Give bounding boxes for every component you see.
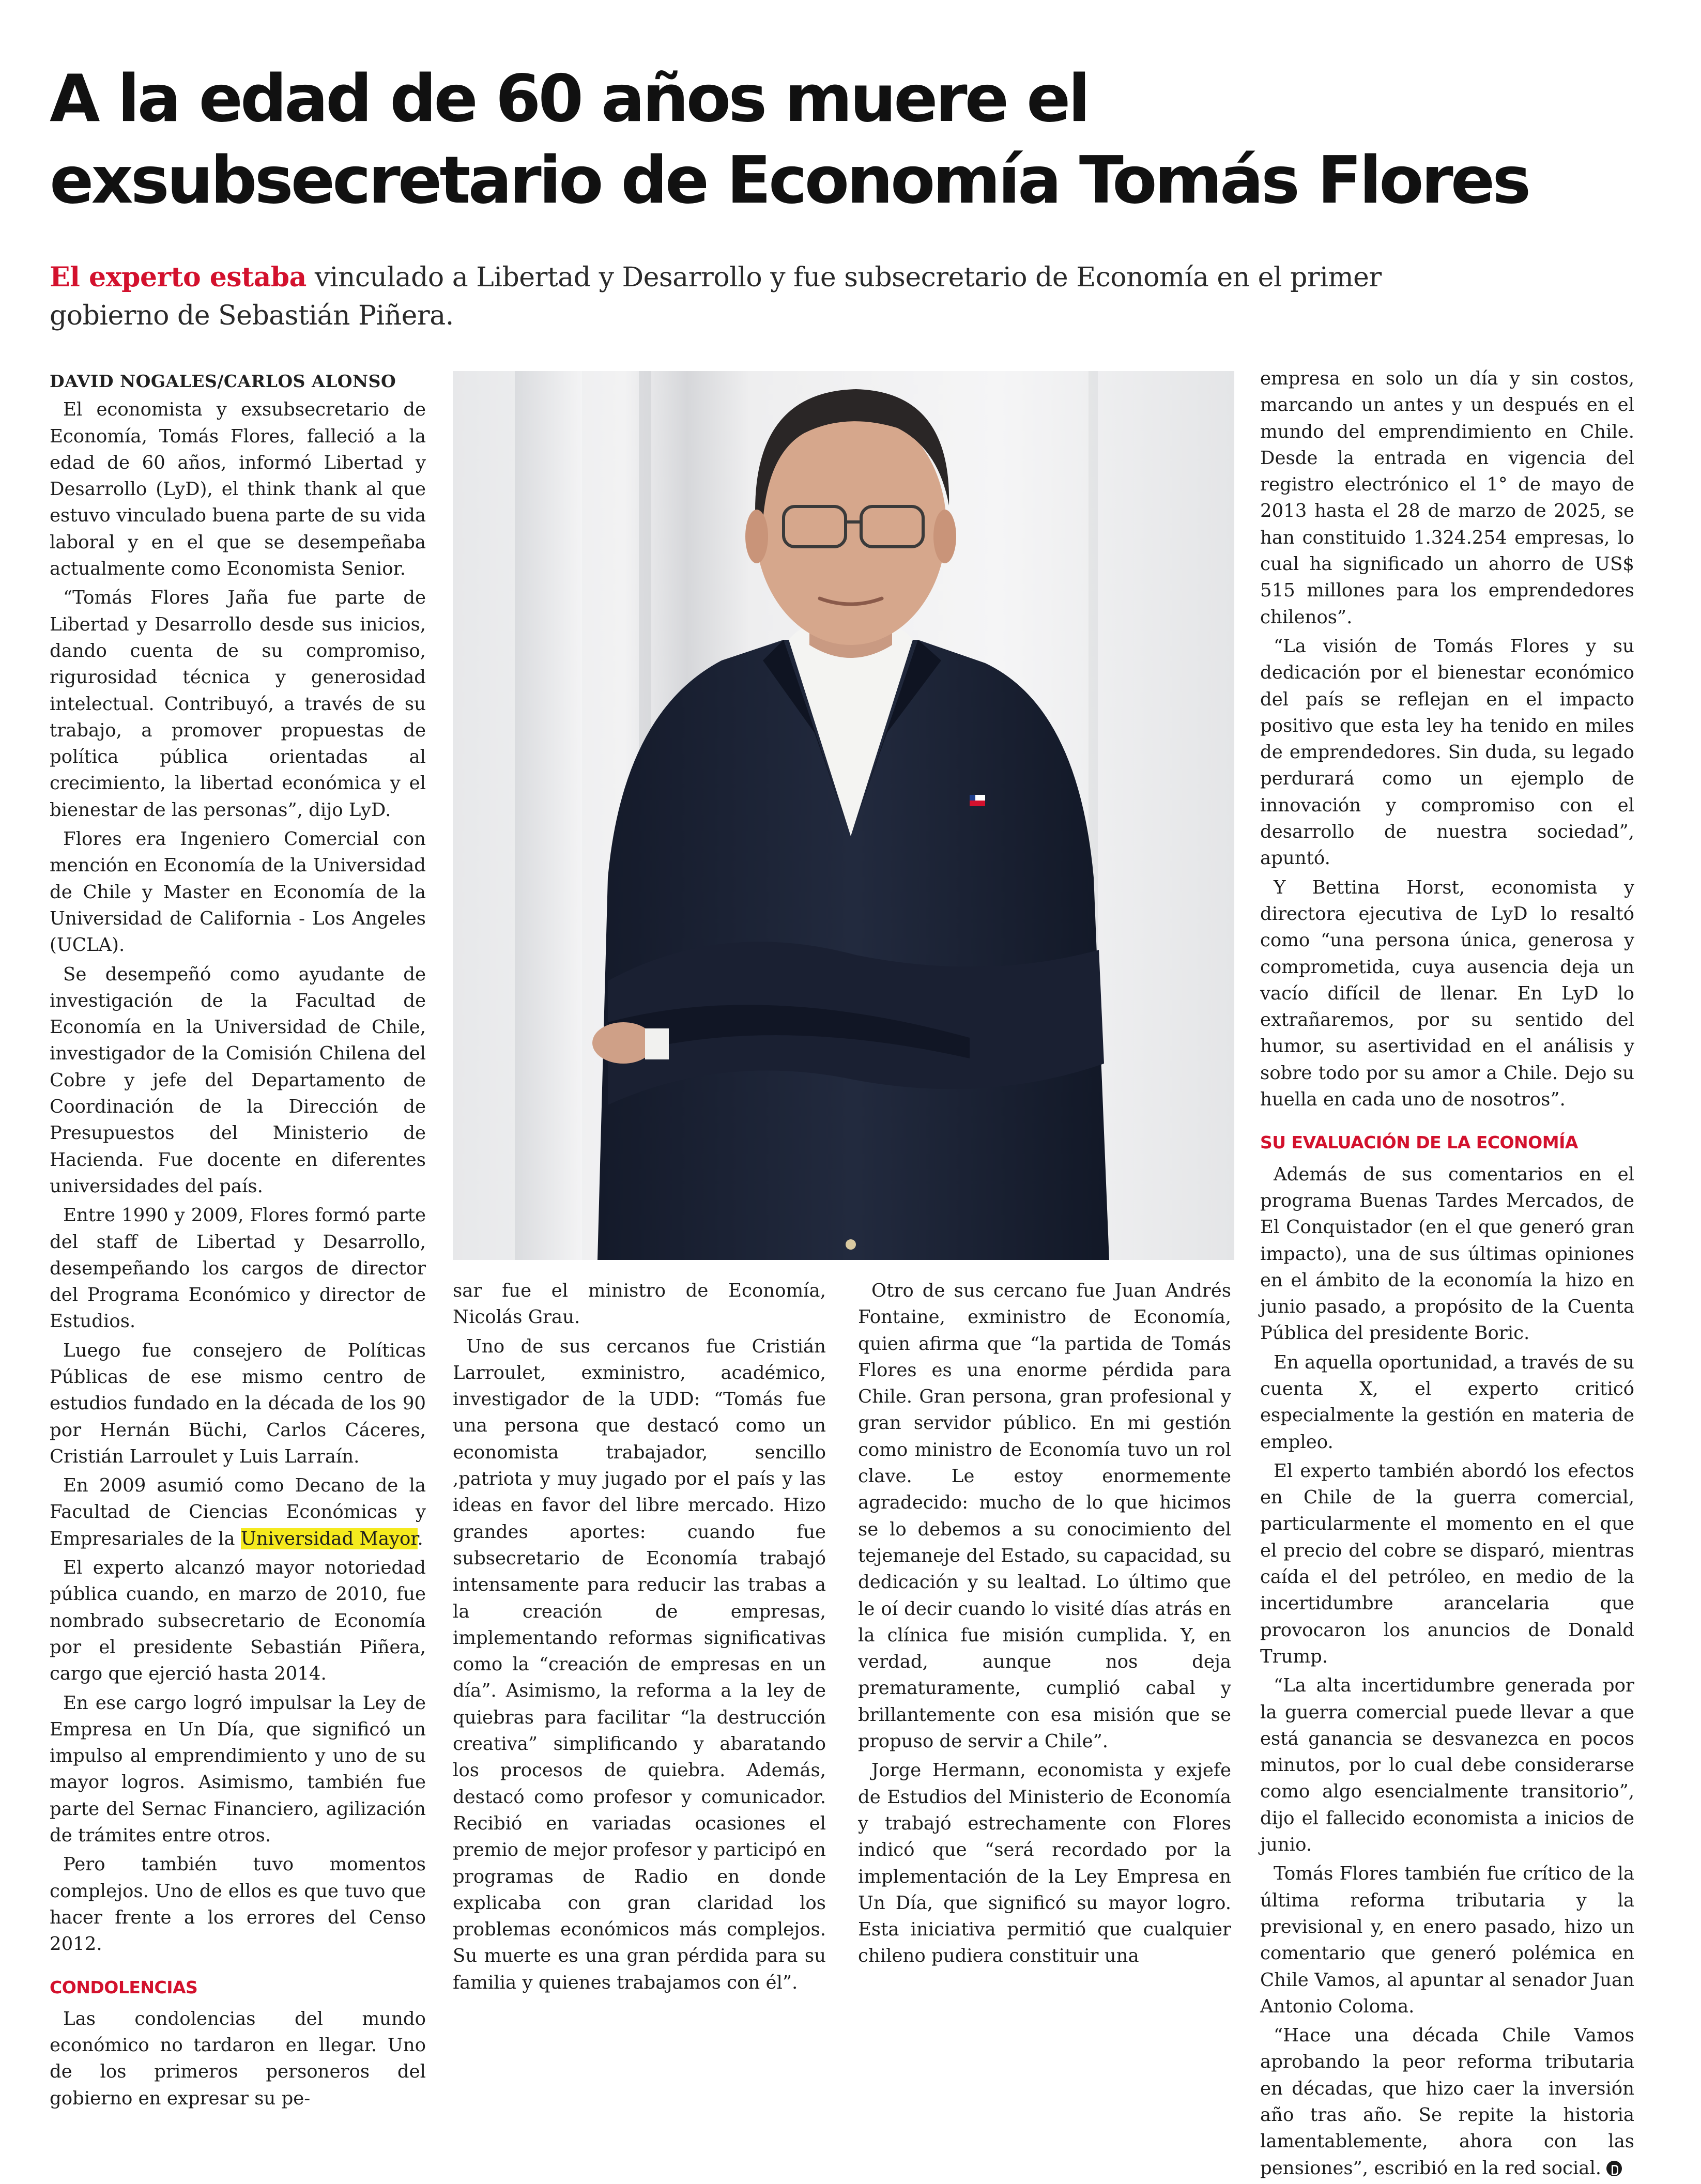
subhead-condolencias: CONDOLENCIAS <box>50 1977 198 1997</box>
paragraph: En aquella oportunidad, a través de su cuenta X, el experto criticó especialmente la gestión en materia de empleo. <box>1260 1351 1634 1453</box>
paragraph: sar fue el ministro de Economía, Nicolás Grau. <box>453 1280 826 1328</box>
paragraph: “La visión de Tomás Flores y su dedicación por el bienestar económico del país se reflejan en el impacto positivo que esta ley ha tenido en miles de emprendedores. Sin duda, su legado perdurará como un ejemplo de innovación y compromiso con el desarrollo de nuestra sociedad”, apuntó. <box>1260 635 1634 869</box>
paragraph: El experto alcanzó mayor notoriedad pública cuando, en marzo de 2010, fue nombrado subsecretario de Economía por el presidente Sebastián Piñera, cargo que ejerció hasta 2014. <box>50 1557 426 1685</box>
portrait-photo <box>453 371 1234 1260</box>
deck-text: vinculado a Libertad y Desarrollo y fue subsecretario de Economía en el primer gobierno de Sebastián Piñera. <box>50 262 1382 331</box>
headline <box>50 58 1652 221</box>
paragraph <box>50 1472 426 1552</box>
paragraph: El experto también abordó los efectos en Chile de la guerra comercial, particularmente el momento en el que el precio del cobre se disparó, mientras caída el del petróleo, en medio de la incertidumbre arancelaria que provocaron los anuncios de Donald Trump. <box>1260 1460 1634 1667</box>
paragraph: Se desempeñó como ayudante de investigación de la Facultad de Economía en la Universidad de Chile, investigador de la Comisión Chilena del Cobre y jefe del Departamento de Coordinación de la Dirección de Presupuestos del Ministerio de Hacienda. Fue docente en diferentes universidades del país. <box>50 963 426 1197</box>
paragraph: Tomás Flores también fue crítico de la última reforma tributaria y la previsional y, en enero pasado, hizo un comentario que generó polémica en Chile Vamos, al apuntar al senador Juan Antonio Coloma. <box>1260 1863 1634 2017</box>
column-4 <box>1260 365 1634 2184</box>
paragraph: Pero también tuvo momentos complejos. Uno de ellos es que tuvo que hacer frente a los errores del Censo 2012. <box>50 1854 426 1955</box>
paragraph: Además de sus comentarios en el programa Buenas Tardes Mercados, de El Conquistador (en el que generó gran impacto), una de sus últimas opiniones en el ámbito de la economía la hizo en junio pasado, a propósito de la Cuenta Pública del presidente Boric. <box>1260 1163 1634 1344</box>
paragraph: Las condolencias del mundo económico no tardaron en llegar. Uno de los primeros personeros del gobierno en expresar su pe- <box>50 2008 426 2109</box>
paragraph: “Tomás Flores Jaña fue parte de Libertad y Desarrollo desde sus inicios, dando cuenta de su compromiso, rigurosidad técnica y generosidad intelectual. Contribuyó, a través de su trabajo, a promover propuestas de política pública orientadas al crecimiento, la libertad económica y el bienestar de las personas”, dijo LyD. <box>50 587 426 821</box>
paragraph <box>1260 2022 1634 2181</box>
subhead-evaluacion: SU EVALUACIÓN DE LA ECONOMÍA <box>1260 1132 1578 1153</box>
highlighted-text: Universidad Mayor <box>240 1528 418 1549</box>
p-endmark-icon <box>1606 2161 1622 2176</box>
column-2 <box>453 1278 826 1998</box>
paragraph: Uno de sus cercanos fue Cristián Larroulet, exministro, académico, investigador de la UDD: “Tomás fue una persona que destacó como un economista trabajador, sencillo ,patriota y muy jugado por el país y las ideas en favor del libre mercado. Hizo grandes aportes: cuando fue subsecretario de Economía trabajó intensamente para reducir las trabas a la creación de empresas, implementando reformas significativas como la “creación de empresas en un día”. Asimismo, la reforma a la ley de quiebras para facilitar “la destrucción creativa” simplificando y abaratando los procesos de quiebra. Además, destacó como profesor y comunicador. Recibió en variadas ocasiones el premio de mejor profesor y participó en programas de Radio en donde explicaba con gran claridad los problemas económicos más complejos. Su muerte es una gran pérdida para su familia y quienes trabajamos con él”. <box>453 1335 826 1993</box>
paragraph: Luego fue consejero de Políticas Públicas de ese mismo centro de estudios fundado en la década de los 90 por Hernán Büchi, Carlos Cáceres, Cristián Larroulet y Luis Larraín. <box>50 1340 426 1467</box>
portrait-illustration <box>453 371 1234 1260</box>
paragraph: Jorge Hermann, economista y exjefe de Estudios del Ministerio de Economía y trabajó estrechamente con Flores indicó que “será recordado por la implementación de la Ley Empresa en Un Día, que significó su mayor logro. Esta iniciativa permitió que cualquier chileno pudiera constituir una <box>858 1760 1231 1967</box>
deck <box>50 258 1414 335</box>
paragraph-text: “Hace una década Chile Vamos aprobando la peor reforma tributaria en décadas, que hizo caer la inversión año tras año. Se repite la historia lamentablemente, ahora con las pensiones”, escribió en la red social. <box>1260 2025 1634 2179</box>
paragraph: Entre 1990 y 2009, Flores formó parte del staff de Libertad y Desarrollo, desempeñando los cargos de director del Programa Económico y director de Estudios. <box>50 1205 426 1332</box>
column-1 <box>50 368 426 2114</box>
paragraph: Otro de sus cercano fue Juan Andrés Fontaine, exministro de Economía, quien afirma que “la partida de Tomás Flores es una enorme pérdida para Chile. Gran persona, gran profesional y gran servidor público. En mi gestión como ministro de Economía tuvo un rol clave. Le estoy enormemente agradecido: mucho de lo que hicimos se lo debemos a su conocimiento del tejemaneje del Estado, su capacidad, su dedicación y su lealtad. Lo último que le oí decir cuando lo visité días atrás en la clínica fue misión cumplida. Y, en verdad, aunque nos deja prematuramente, cumplió cabal y brillantemente con esa misión que se propuso de servir a Chile”. <box>858 1280 1231 1752</box>
paragraph: El economista y exsubsecretario de Economía, Tomás Flores, falleció a la edad de 60 años, informó Libertad y Desarrollo (LyD), el think thank al que estuvo vinculado buena parte de su vida laboral y en el que se desempeñaba actualmente como Economista Senior. <box>50 399 426 580</box>
paragraph: Y Bettina Horst, economista y directora ejecutiva de LyD lo resaltó como “una persona única, generosa y comprometida, cuya ausencia deja un vacío difícil de llenar. En LyD lo extrañaremos, por su sentido del humor, su asertividad en el análisis y sobre todo por su amor a Chile. Dejo su huella en cada uno de nosotros”. <box>1260 876 1634 1111</box>
headline-line-1: A la edad de 60 años muere el <box>50 60 1088 136</box>
paragraph-text: . <box>417 1528 423 1549</box>
deck-lead: El experto estaba <box>50 262 307 293</box>
paragraph: En ese cargo logró impulsar la Ley de Empresa en Un Día, que significó un impulso al emprendimiento y uno de su mayor logros. Asimismo, también fue parte del Sernac Financiero, agilización de trámites entre otros. <box>50 1692 426 1847</box>
paragraph: Flores era Ingeniero Comercial con mención en Economía de la Universidad de Chile y Master en Economía de la Universidad de California - Los Angeles (UCLA). <box>50 828 426 956</box>
column-3 <box>858 1278 1231 1972</box>
byline: DAVID NOGALES/CARLOS ALONSO <box>50 371 396 391</box>
paragraph-text: En 2009 asumió como Decano de la Facultad de Ciencias Económicas y Empresariales de la <box>50 1475 426 1549</box>
headline-line-2: exsubsecretario de Economía Tomás Flores <box>50 142 1529 218</box>
paragraph: empresa en solo un día y sin costos, marcando un antes y un después en el mundo del emprendimiento en Chile. Desde la entrada en vigencia del registro electrónico el 1° de mayo de 2013 hasta el 28 de marzo de 2025, se han constituido 1.324.254 empresas, lo cual ha significado un ahorro de US$ 515 millones para los emprendedores chilenos”. <box>1260 368 1634 628</box>
paragraph: “La alta incertidumbre generada por la guerra comercial puede llevar a que está ganancia se desvanezca en pocos minutos, por lo cual debe considerarse como algo esencialmente transitorio”, dijo el fallecido economista a inicios de junio. <box>1260 1675 1634 1856</box>
